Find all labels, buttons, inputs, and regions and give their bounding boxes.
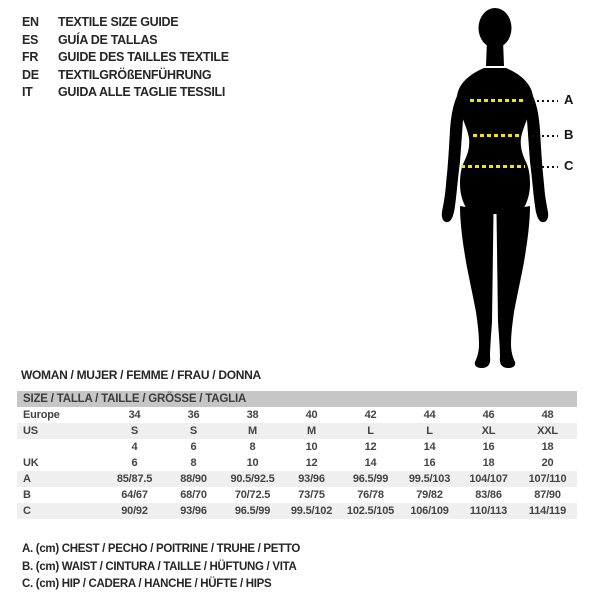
- language-code: DE: [22, 67, 39, 82]
- size-value-cell: 10: [246, 457, 259, 469]
- size-value-cell: 76/78: [357, 489, 384, 501]
- size-value-cell: S: [130, 425, 139, 437]
- size-row-values: [105, 439, 577, 455]
- size-value-cell: 70/72.5: [234, 489, 271, 501]
- language-title: GUIDA ALLE TAGLIE TESSILI: [58, 85, 226, 99]
- size-value-cell: 110/113: [469, 505, 508, 517]
- marker-c-label: C: [564, 158, 574, 173]
- size-value-cell: 114/119: [528, 505, 567, 517]
- size-value-cell: 68/70: [180, 489, 207, 501]
- chest-measure-line: [470, 99, 524, 102]
- language-code: IT: [22, 85, 33, 99]
- waist-leader-dots: [532, 135, 558, 137]
- size-table-row: [17, 503, 577, 519]
- size-value-cell: 87/90: [534, 489, 561, 501]
- size-value-cell: 88/90: [180, 473, 207, 485]
- size-value-cell: 14: [364, 457, 377, 469]
- size-row-label: [17, 439, 105, 455]
- size-row-label: A: [23, 473, 31, 485]
- language-title: TEXTILGRÖßENFÜHRUNG: [58, 67, 212, 82]
- size-value-cell: S: [189, 425, 198, 437]
- size-value-cell: 6: [131, 457, 138, 469]
- size-value-cell: 90/92: [121, 505, 148, 517]
- size-value-cell: 4: [131, 441, 138, 453]
- size-value-cell: 79/82: [416, 489, 443, 501]
- language-code: FR: [22, 50, 39, 64]
- size-value-cell: 99.5/103: [408, 473, 451, 485]
- size-value-cell: 46: [482, 409, 495, 421]
- size-row-values: [105, 423, 577, 439]
- size-row-values: [105, 471, 577, 487]
- size-table-row: [17, 471, 577, 487]
- size-value-cell: 38: [246, 409, 259, 421]
- size-value-cell: 6: [190, 441, 197, 453]
- size-table-row: [17, 407, 577, 423]
- section-title-woman: WOMAN / MUJER / FEMME / FRAU / DONNA: [21, 368, 261, 382]
- measurement-legend: [22, 541, 300, 594]
- marker-b-label: B: [564, 127, 574, 142]
- size-value-cell: 18: [541, 441, 554, 453]
- size-value-cell: L: [426, 425, 433, 437]
- size-value-cell: 42: [364, 409, 377, 421]
- size-value-cell: 106/109: [410, 505, 449, 517]
- size-value-cell: XL: [481, 425, 496, 437]
- size-value-cell: 96.5/99: [352, 473, 389, 485]
- size-table-row: [17, 439, 577, 455]
- language-title-list: [22, 14, 229, 102]
- size-table-header: SIZE / TALLA / TAILLE / GRÖSSE / TAGLIA: [17, 391, 577, 407]
- size-table-body: [17, 407, 577, 519]
- size-row-values: [105, 487, 577, 503]
- size-value-cell: XXL: [537, 425, 558, 437]
- size-value-cell: 8: [190, 457, 197, 469]
- language-row: [22, 84, 229, 102]
- size-table: [17, 391, 577, 519]
- size-value-cell: 44: [423, 409, 436, 421]
- size-value-cell: 83/86: [475, 489, 502, 501]
- waist-measure-line: [473, 134, 519, 137]
- size-value-cell: 102.5/105: [346, 505, 395, 517]
- language-code: ES: [22, 32, 39, 47]
- size-value-cell: 90.5/92.5: [230, 473, 275, 485]
- size-table-row: [17, 455, 577, 471]
- language-row: [22, 14, 229, 32]
- size-row-label: Europe: [23, 409, 60, 421]
- size-value-cell: 93/96: [298, 473, 325, 485]
- size-table-row: [17, 423, 577, 439]
- woman-silhouette-svg: [432, 6, 552, 368]
- size-value-cell: 16: [423, 457, 436, 469]
- size-value-cell: 96.5/99: [234, 505, 271, 517]
- language-row: [22, 32, 229, 50]
- size-value-cell: 20: [541, 457, 554, 469]
- size-value-cell: 64/67: [121, 489, 148, 501]
- size-row-label: US: [23, 425, 38, 437]
- size-value-cell: 40: [305, 409, 318, 421]
- size-value-cell: 14: [423, 441, 436, 453]
- size-value-cell: 73/75: [298, 489, 325, 501]
- language-row: [22, 49, 229, 67]
- hip-leader-dots: [532, 166, 558, 168]
- size-row-values: [105, 407, 577, 423]
- language-code: EN: [22, 15, 39, 29]
- size-value-cell: 34: [128, 409, 141, 421]
- size-value-cell: 104/107: [469, 473, 508, 485]
- language-row: [22, 67, 229, 85]
- hip-measure-line: [461, 165, 525, 168]
- size-value-cell: 18: [482, 457, 495, 469]
- size-value-cell: 48: [541, 409, 554, 421]
- language-title: TEXTILE SIZE GUIDE: [58, 15, 179, 29]
- language-title: GUIDE DES TAILLES TEXTILE: [58, 50, 229, 64]
- chest-leader-dots: [532, 100, 558, 102]
- size-value-cell: 85/87.5: [116, 473, 153, 485]
- size-table-row: [17, 487, 577, 503]
- size-value-cell: 12: [305, 457, 318, 469]
- size-value-cell: 36: [187, 409, 200, 421]
- size-value-cell: 10: [305, 441, 318, 453]
- size-row-label: B: [23, 489, 31, 501]
- size-row-values: [105, 455, 577, 471]
- size-value-cell: M: [307, 425, 316, 437]
- size-value-cell: L: [367, 425, 374, 437]
- legend-row: C. (cm) HIP / CADERA / HANCHE / HÜFTE / HIPS: [22, 578, 272, 590]
- size-value-cell: 107/110: [528, 473, 567, 485]
- size-value-cell: 99.5/102: [290, 505, 333, 517]
- legend-row: B. (cm) WAIST / CINTURA / TAILLE / HÜFTUNG / VITA: [22, 560, 297, 573]
- size-value-cell: 16: [482, 441, 495, 453]
- size-value-cell: 93/96: [180, 505, 207, 517]
- size-value-cell: 8: [249, 441, 256, 453]
- language-title: GUÍA DE TALLAS: [58, 32, 158, 47]
- size-value-cell: 12: [364, 441, 377, 453]
- size-row-values: [105, 503, 577, 519]
- size-value-cell: M: [248, 425, 257, 437]
- size-row-label: UK: [23, 457, 39, 469]
- legend-row: A. (cm) CHEST / PECHO / POITRINE / TRUHE / PETTO: [22, 543, 301, 555]
- woman-silhouette-figure: [432, 6, 552, 368]
- size-row-label: C: [23, 505, 31, 517]
- marker-a-label: A: [564, 92, 574, 107]
